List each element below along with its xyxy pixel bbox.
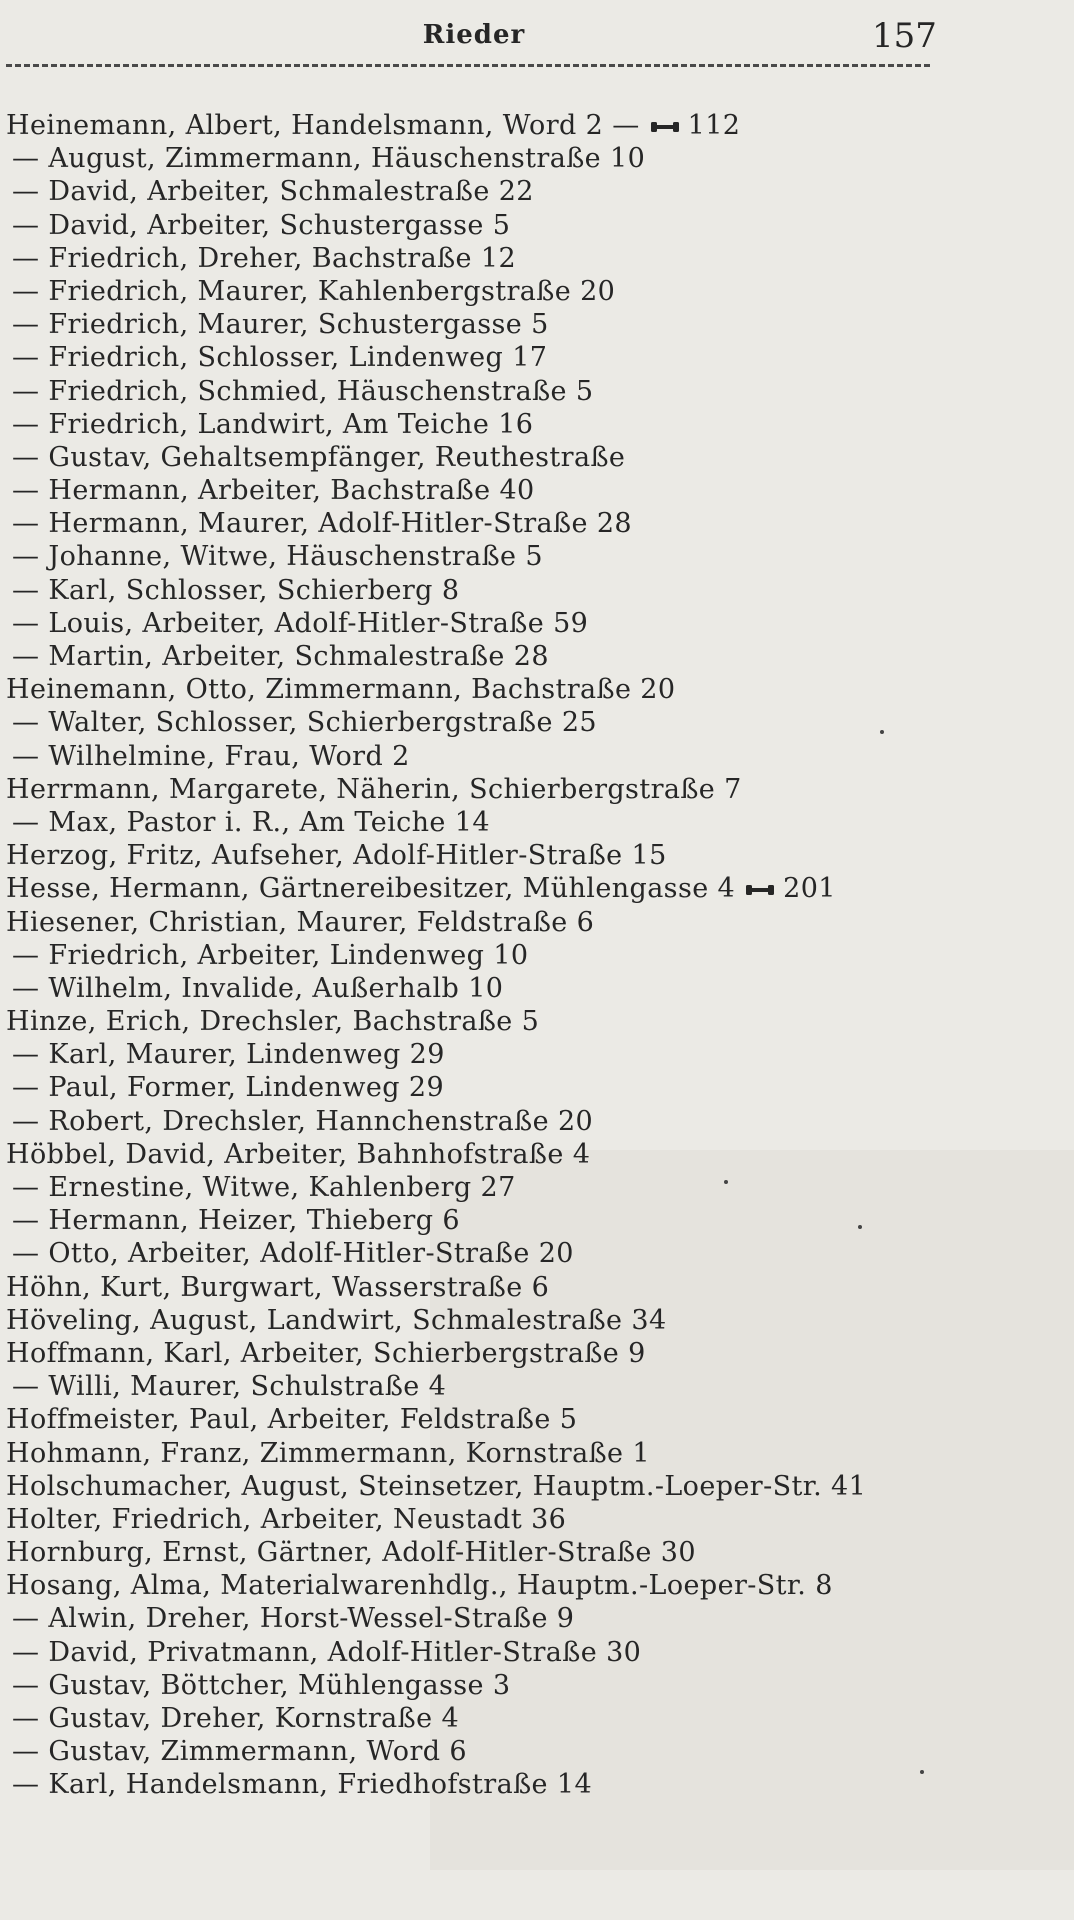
entry-text: Hosang, Alma, Materialwarenhdlg., Hauptm.-Loeper-Str. 8: [6, 1570, 833, 1602]
entry-text: — Friedrich, Schmied, Häuschenstraße 5: [12, 375, 594, 407]
directory-entry: [6, 773, 1066, 806]
directory-entry: [6, 540, 1066, 573]
entry-text: — Otto, Arbeiter, Adolf-Hitler-Straße 20: [12, 1238, 574, 1270]
entry-text: — David, Arbeiter, Schustergasse 5: [12, 209, 511, 241]
directory-entry: [6, 341, 1066, 374]
directory-entry: [6, 175, 1066, 208]
directory-entry: [6, 1138, 1066, 1171]
directory-entry: [6, 1005, 1066, 1038]
directory-entry: [6, 1370, 1066, 1403]
phone-number: 201: [783, 873, 836, 905]
entry-text: — Ernestine, Witwe, Kahlenberg 27: [12, 1172, 516, 1203]
entry-text: Höhn, Kurt, Burgwart, Wasserstraße 6: [6, 1271, 550, 1303]
directory-entry: [6, 1237, 1066, 1270]
entry-text: — Martin, Arbeiter, Schmalestraße 28: [12, 641, 549, 672]
directory-entry: [6, 1470, 1066, 1503]
directory-entry: [6, 1669, 1066, 1702]
entry-text: — David, Privatmann, Adolf-Hitler-Straße 30: [12, 1636, 642, 1668]
directory-entry: [6, 1171, 1066, 1204]
entry-text: — Friedrich, Landwirt, Am Teiche 16: [12, 408, 534, 440]
directory-entry: [6, 1735, 1066, 1768]
telephone-icon: [650, 119, 680, 135]
directory-entry: [6, 375, 1066, 408]
directory-entry: [6, 242, 1066, 275]
directory-entry: [6, 1038, 1066, 1071]
entry-text: — Max, Pastor i. R., Am Teiche 14: [12, 806, 490, 838]
entry-text: Herzog, Fritz, Aufseher, Adolf-Hitler-Straße 15: [6, 840, 667, 872]
ink-speck: [858, 1225, 862, 1229]
entry-text: — Friedrich, Arbeiter, Lindenweg 10: [12, 939, 529, 971]
directory-entry: [6, 1602, 1066, 1635]
entry-text: — Gustav, Dreher, Kornstraße 4: [12, 1703, 460, 1734]
directory-entry: [6, 408, 1066, 441]
entry-text: — Hermann, Heizer, Thieberg 6: [12, 1205, 460, 1237]
entry-text: Hoffmeister, Paul, Arbeiter, Feldstraße 5: [6, 1404, 578, 1436]
entry-text: Hohmann, Franz, Zimmermann, Kornstraße 1: [6, 1437, 650, 1469]
header-rule: [6, 64, 930, 67]
directory-entry: [6, 972, 1066, 1005]
directory-entry: [6, 1636, 1066, 1669]
entry-text: Hiesener, Christian, Maurer, Feldstraße 6: [6, 906, 595, 938]
directory-entry: [6, 1304, 1066, 1337]
directory-entry: [6, 1403, 1066, 1436]
entry-text: Höveling, August, Landwirt, Schmalestraße 34: [6, 1304, 667, 1336]
entry-text: Hesse, Hermann, Gärtnereibesitzer, Mühlengasse 4: [6, 873, 736, 905]
running-header: Rieder: [422, 20, 526, 50]
directory-entry: [6, 1071, 1066, 1104]
entry-text: — Gustav, Böttcher, Mühlengasse 3: [12, 1669, 511, 1701]
entry-text: Höbbel, David, Arbeiter, Bahnhofstraße 4: [6, 1138, 591, 1170]
entry-text: Hinze, Erich, Drechsler, Bachstraße 5: [6, 1006, 540, 1038]
entry-text: — Wilhelm, Invalide, Außerhalb 10: [12, 972, 504, 1004]
directory-entry: [6, 839, 1066, 872]
entry-text: Holter, Friedrich, Arbeiter, Neustadt 36: [6, 1503, 567, 1535]
directory-entry: [6, 939, 1066, 972]
entry-text: Herrmann, Margarete, Näherin, Schierbergstraße 7: [6, 773, 742, 805]
page-number: 157: [872, 16, 937, 56]
entry-text: — Gustav, Gehaltsempfänger, Reuthestraße: [12, 441, 626, 473]
directory-entry: [6, 1702, 1066, 1735]
phone-number: 112: [687, 110, 741, 141]
entry-text: — Gustav, Zimmermann, Word 6: [12, 1736, 468, 1768]
directory-entry: [6, 706, 1066, 739]
directory-entry: [6, 673, 1066, 706]
directory-entry: [6, 607, 1066, 640]
directory-entry: [6, 1337, 1066, 1370]
directory-entry: [6, 308, 1066, 341]
directory-entry: [6, 142, 1066, 175]
entry-text: Hornburg, Ernst, Gärtner, Adolf-Hitler-Straße 30: [6, 1537, 696, 1569]
entry-text: — Louis, Arbeiter, Adolf-Hitler-Straße 59: [12, 607, 589, 639]
entry-text: — David, Arbeiter, Schmalestraße 22: [12, 176, 534, 208]
directory-entry: [6, 1105, 1066, 1138]
entry-text: — Wilhelmine, Frau, Word 2: [12, 740, 410, 772]
entry-text: — Friedrich, Dreher, Bachstraße 12: [12, 242, 517, 274]
entry-text: — Hermann, Maurer, Adolf-Hitler-Straße 28: [12, 508, 632, 540]
ink-speck: [920, 1770, 924, 1774]
entry-text: — Robert, Drechsler, Hannchenstraße 20: [12, 1105, 594, 1137]
entry-text: — August, Zimmermann, Häuschenstraße 10: [12, 143, 646, 175]
entry-text: — Friedrich, Maurer, Kahlenbergstraße 20: [12, 275, 616, 307]
directory-entry: [6, 1536, 1066, 1569]
entry-text: Heinemann, Albert, Handelsmann, Word 2 —: [6, 110, 640, 141]
directory-entry: [6, 906, 1066, 939]
directory-entry: [6, 209, 1066, 242]
entry-text: — Karl, Maurer, Lindenweg 29: [12, 1039, 445, 1071]
directory-entry: [6, 1569, 1066, 1602]
directory-entry: [6, 574, 1066, 607]
directory-entry: [6, 640, 1066, 673]
telephone-icon: [745, 882, 775, 898]
directory-entry: [6, 109, 1066, 142]
ink-speck: [724, 1180, 728, 1184]
directory-entry: [6, 1204, 1066, 1237]
directory-entry: [6, 1437, 1066, 1470]
entry-text: — Paul, Former, Lindenweg 29: [12, 1072, 445, 1104]
entry-text: Heinemann, Otto, Zimmermann, Bachstraße 20: [6, 674, 676, 706]
entry-text: — Johanne, Witwe, Häuschenstraße 5: [12, 541, 543, 573]
entry-text: — Karl, Handelsmann, Friedhofstraße 14: [12, 1769, 593, 1801]
directory-entries: [6, 109, 1066, 1802]
directory-entry: [6, 441, 1066, 474]
entry-text: — Karl, Schlosser, Schierberg 8: [12, 574, 460, 606]
entry-text: Holschumacher, August, Steinsetzer, Hauptm.-Loeper-Str. 41: [6, 1470, 867, 1502]
directory-entry: [6, 474, 1066, 507]
entry-text: — Willi, Maurer, Schulstraße 4: [12, 1371, 447, 1403]
directory-entry: [6, 872, 1066, 905]
ink-speck: [880, 730, 884, 734]
entry-text: — Hermann, Arbeiter, Bachstraße 40: [12, 475, 535, 507]
directory-entry: [6, 1503, 1066, 1536]
entry-text: — Friedrich, Schlosser, Lindenweg 17: [12, 342, 548, 374]
directory-entry: [6, 806, 1066, 839]
directory-entry: [6, 1271, 1066, 1304]
entry-text: Hoffmann, Karl, Arbeiter, Schierbergstraße 9: [6, 1337, 646, 1369]
directory-entry: [6, 507, 1066, 540]
entry-text: — Friedrich, Maurer, Schustergasse 5: [12, 309, 549, 341]
entry-text: — Alwin, Dreher, Horst-Wessel-Straße 9: [12, 1603, 575, 1635]
directory-entry: [6, 275, 1066, 308]
entry-text: — Walter, Schlosser, Schierbergstraße 25: [12, 707, 597, 739]
directory-entry: [6, 740, 1066, 773]
directory-entry: [6, 1768, 1066, 1801]
